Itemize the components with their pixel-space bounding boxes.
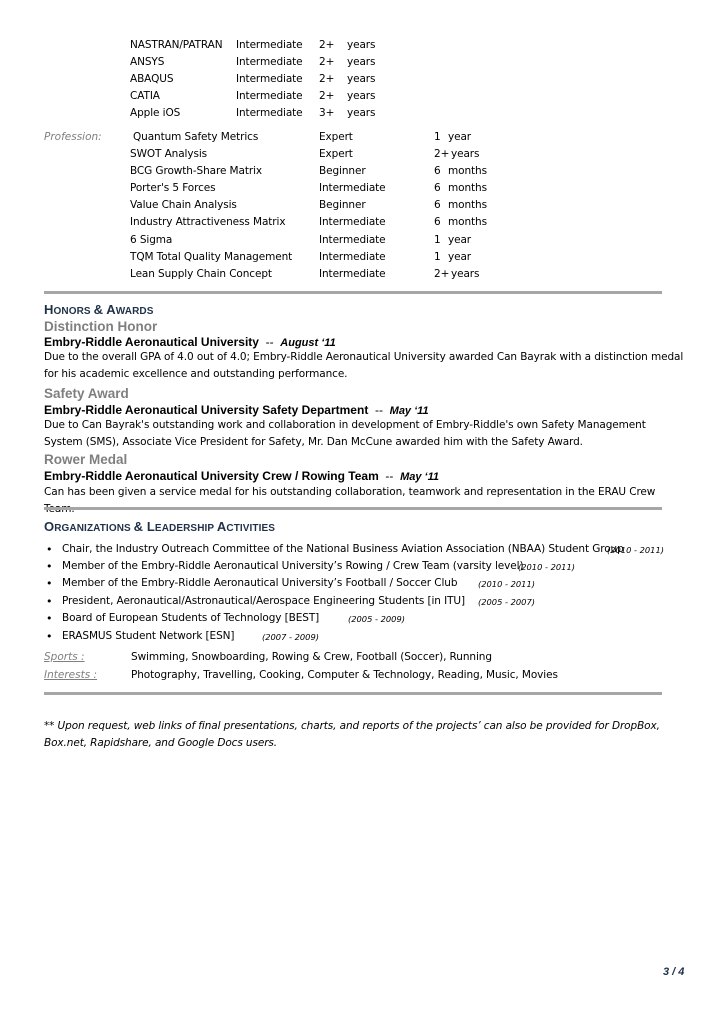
skill-duration: 2+: [319, 39, 335, 51]
skill-level: Beginner: [319, 165, 366, 177]
skill-level: Intermediate: [319, 216, 386, 228]
award-org: Embry-Riddle Aeronautical University Crew / Rowing Team -- May ‘11: [44, 469, 440, 483]
award-org: Embry-Riddle Aeronautical University Safety Department -- May ‘11: [44, 403, 429, 417]
skill-duration: 1: [434, 251, 441, 263]
skill-level: Beginner: [319, 199, 366, 211]
skill-name: CATIA: [130, 90, 160, 102]
award-description: Due to Can Bayrak's outstanding work and collaboration in development of Embry-Riddle's own Safety Management System (SMS), Associate Vice President for Safety, Mr. Dan McCune awarded him with the Safety Award.: [44, 419, 646, 448]
skill-level: Intermediate: [319, 268, 386, 280]
award-description: Due to the overall GPA of 4.0 out of 4.0; Embry-Riddle Aeronautical University awarded Can Bayrak with a distinction medal for his academic excellence and outstanding performance.: [44, 351, 684, 380]
skill-unit: months: [448, 165, 487, 177]
skill-name: ABAQUS: [130, 73, 174, 85]
skill-duration: 6: [434, 165, 441, 177]
interests-label: Interests :: [44, 669, 98, 681]
award-title: Rower Medal: [44, 452, 128, 467]
list-item: • Member of the Embry-Riddle Aeronautical University’s Rowing / Crew Team (varsity level) (2010 - 2011): [46, 560, 575, 573]
skill-name: BCG Growth-Share Matrix: [130, 165, 263, 177]
skill-name: Quantum Safety Metrics: [133, 131, 259, 143]
skill-duration: 2+: [319, 56, 335, 68]
skill-unit: years: [451, 268, 480, 280]
list-item: • Chair, the Industry Outreach Committee of the National Business Aviation Association (NBAA) Student Group (2010 - 2011): [46, 543, 664, 556]
skill-duration: 2+: [319, 73, 335, 85]
award-title: Distinction Honor: [44, 319, 158, 334]
profession-label: Profession:: [44, 131, 102, 143]
skill-duration: 6: [434, 216, 441, 228]
skill-name: Value Chain Analysis: [130, 199, 237, 211]
skill-name: Lean Supply Chain Concept: [130, 268, 272, 280]
section-divider: [44, 291, 662, 294]
section-heading-organizations: ORGANIZATIONS & LEADERSHIP ACTIVITIES: [44, 519, 276, 534]
skill-duration: 3+: [319, 107, 335, 119]
skill-unit: months: [448, 216, 487, 228]
skill-unit: years: [451, 148, 480, 160]
skill-name: TQM Total Quality Management: [130, 251, 293, 263]
award-org: Embry-Riddle Aeronautical University -- August ‘11: [44, 335, 336, 349]
skill-name: Industry Attractiveness Matrix: [130, 216, 286, 228]
skill-level: Intermediate: [236, 107, 303, 119]
section-divider: [44, 507, 662, 510]
skill-unit: year: [448, 131, 472, 143]
skill-name: ANSYS: [130, 56, 165, 68]
skill-name: NASTRAN/PATRAN: [130, 39, 223, 51]
award-title: Safety Award: [44, 386, 129, 401]
interests-value: Photography, Travelling, Cooking, Computer & Technology, Reading, Music, Movies: [131, 669, 558, 681]
sports-value: Swimming, Snowboarding, Rowing & Crew, Football (Soccer), Running: [131, 651, 492, 663]
skill-duration: 2+: [434, 268, 450, 280]
skill-unit: year: [448, 251, 472, 263]
skill-level: Intermediate: [236, 56, 303, 68]
skill-level: Intermediate: [319, 251, 386, 263]
skill-duration: 1: [434, 131, 441, 143]
skill-duration: 6: [434, 199, 441, 211]
sports-label: Sports :: [44, 651, 85, 663]
skill-name: SWOT Analysis: [130, 148, 208, 160]
skill-level: Intermediate: [236, 90, 303, 102]
skill-level: Intermediate: [319, 182, 386, 194]
skill-unit: years: [347, 56, 376, 68]
footnote: ** Upon request, web links of final presentations, charts, and reports of the projects’ can also be provided for DropBox, Box.net, Rapidshare, and Google Docs users.: [44, 720, 660, 749]
skill-unit: years: [347, 73, 376, 85]
skill-level: Expert: [319, 131, 353, 143]
skill-name: Porter's 5 Forces: [130, 182, 216, 194]
skill-name: 6 Sigma: [130, 234, 173, 246]
skill-unit: months: [448, 199, 487, 211]
skill-duration: 1: [434, 234, 441, 246]
list-item: • Member of the Embry-Riddle Aeronautical University’s Football / Soccer Club (2010 - 2011): [46, 577, 535, 590]
award-description: Can has been given a service medal for his outstanding collaboration, teamwork and representation in the ERAU Crew: [44, 486, 656, 498]
skill-name: Apple iOS: [130, 107, 181, 119]
skill-duration: 2+: [319, 90, 335, 102]
skill-level: Intermediate: [236, 73, 303, 85]
list-item: • ERASMUS Student Network [ESN] (2007 - 2009): [46, 630, 319, 643]
list-item: • President, Aeronautical/Astronautical/Aerospace Engineering Students [in ITU] (2005 - 2007): [46, 595, 535, 608]
skill-unit: months: [448, 182, 487, 194]
skill-unit: year: [448, 234, 472, 246]
skill-duration: 6: [434, 182, 441, 194]
page-number: 3 / 4: [663, 966, 685, 978]
list-item: • Board of European Students of Technology [BEST] (2005 - 2009): [46, 612, 405, 625]
section-divider: [44, 692, 662, 695]
skill-duration: 2+: [434, 148, 450, 160]
skill-level: Intermediate: [319, 234, 386, 246]
skill-level: Expert: [319, 148, 353, 160]
skill-level: Intermediate: [236, 39, 303, 51]
skill-unit: years: [347, 39, 376, 51]
skill-unit: years: [347, 90, 376, 102]
section-heading-honors: HONORS & AWARDS: [44, 302, 154, 317]
skill-unit: years: [347, 107, 376, 119]
